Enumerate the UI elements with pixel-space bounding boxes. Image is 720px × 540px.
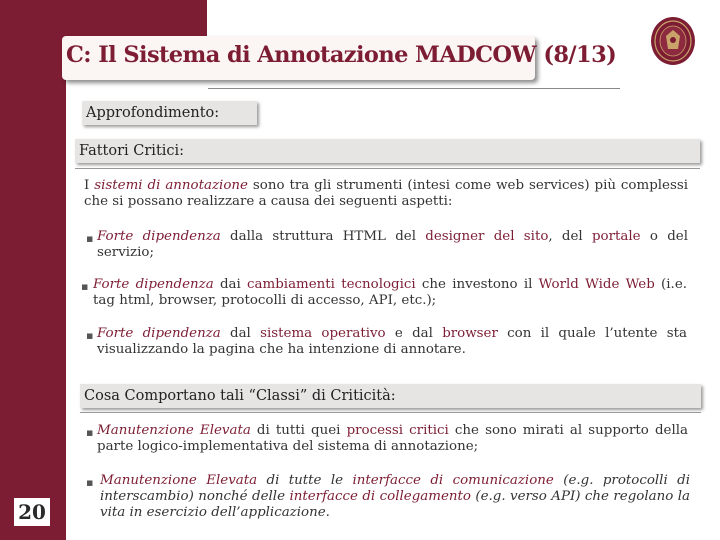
list-item: Manutenzione Elevata di tutti quei processi critici che sono mirati al supporto della parte logico-implementativa del sistema di annotazione;: [97, 423, 689, 454]
section-fattori-critici: [75, 139, 700, 163]
list-item: Forte dipendenza dai cambiamenti tecnologici che investono il World Wide Web (i.e. tag html, browser, protocolli di accesso, API, etc.);: [93, 277, 687, 308]
bullet-marker: ▪: [86, 476, 94, 489]
section-underline: [80, 412, 701, 413]
section-cosa-comportano: [80, 384, 701, 408]
page-title: C: Il Sistema di Annotazione MADCOW (8/13): [66, 42, 617, 68]
sidebar-band: [0, 0, 66, 540]
bullet-marker: ▪: [81, 280, 89, 293]
bullet-marker: ▪: [86, 426, 94, 439]
header-divider: [208, 88, 620, 89]
intro-paragraph: I sistemi di annotazione sono tra gli strumenti (intesi come web services) più complessi che si possano realizzare a causa dei seguenti aspetti:: [84, 178, 689, 209]
bullet-marker: ▪: [86, 232, 94, 245]
intro-emphasis: sistemi di annotazione: [94, 178, 248, 193]
section-label: Cosa Comportano tali “Classi” di Criticità:: [84, 388, 396, 404]
section-approfondimento: [82, 101, 257, 125]
section-label: Fattori Critici:: [79, 143, 185, 159]
page-number: 20: [14, 498, 50, 526]
list-item: Forte dipendenza dalla struttura HTML del designer del sito, del portale o del servizio;: [97, 229, 688, 260]
bullet-marker: ▪: [86, 329, 94, 342]
list-item: Manutenzione Elevata di tutte le interfacce di comunicazione (e.g. protocolli di interscambio) nonché delle interfacce di collegamento (e.g. verso API) che regolano la vita in esercizio dell’applicazione.: [100, 473, 691, 520]
university-seal-icon: [650, 16, 696, 66]
list-item: Forte dipendenza dal sistema operativo e dal browser con il quale l’utente sta visualizzando la pagina che ha intenzione di annotare.: [97, 326, 687, 357]
section-underline: [75, 168, 700, 169]
section-label: Approfondimento:: [86, 105, 220, 121]
